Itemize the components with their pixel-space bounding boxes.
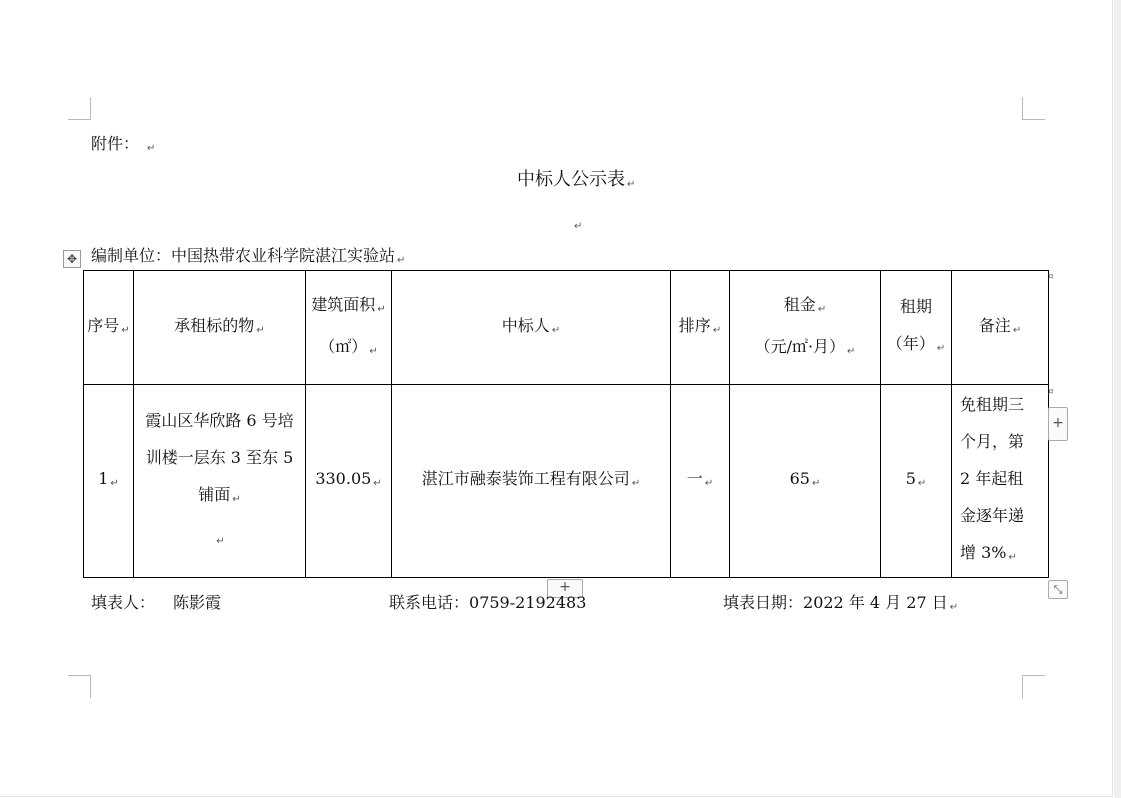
filler-block[interactable] xyxy=(91,593,221,613)
unit-label: 编制单位： xyxy=(91,246,172,265)
paragraph-mark: ↵ xyxy=(147,143,156,154)
paragraph-mark: ↵ xyxy=(949,602,959,613)
date-label: 填表日期： xyxy=(723,593,804,612)
cell-subject[interactable]: 霞山区华欣路 6 号培 训楼一层东 3 至东 5 铺面 ↵ ↵ xyxy=(134,385,306,578)
attachment-label: 附件： xyxy=(91,134,140,153)
document-title-line[interactable] xyxy=(517,170,635,195)
cell-term[interactable]: 5 ↵ xyxy=(881,385,952,578)
unit-value: 中国热带农业科学院湛江实验站 xyxy=(171,246,396,265)
empty-paragraph[interactable] xyxy=(572,212,582,237)
header-cell-subject[interactable]: 承租标的物 ↵ xyxy=(134,271,306,385)
header-cell-index[interactable]: 序号 ↵ xyxy=(84,271,134,385)
header-cell-note[interactable]: 备注 ↵ xyxy=(952,271,1049,385)
header-cell-rank[interactable]: 排序 ↵ xyxy=(671,271,730,385)
add-row-button[interactable]: + xyxy=(547,579,583,598)
add-column-button[interactable]: + xyxy=(1048,407,1068,441)
header-cell-area[interactable]: 建筑面积 ↵ （㎡） ↵ xyxy=(306,271,392,385)
phone-label: 联系电话： xyxy=(389,593,470,612)
margin-corner-top-left xyxy=(68,97,91,120)
paragraph-mark: ↵ xyxy=(627,179,636,190)
cell-index[interactable]: 1 ↵ xyxy=(84,385,134,578)
row-end-mark: ¤ xyxy=(1048,387,1054,397)
phone-block[interactable] xyxy=(389,593,586,613)
table-resize-icon[interactable]: ⤡ xyxy=(1048,580,1068,599)
unit-line[interactable] xyxy=(91,246,405,271)
cell-note[interactable]: 免租期三 个月，第 2 年起租 金逐年递 增 3% ↵ xyxy=(952,385,1049,578)
cell-rent[interactable]: 65 ↵ xyxy=(730,385,881,578)
date-value: 2022 年 4 月 27 日 xyxy=(803,593,948,612)
attachment-line[interactable] xyxy=(91,134,155,159)
table-move-icon[interactable]: ✥ xyxy=(63,250,81,268)
header-cell-rent[interactable]: 租金 ↵ （元/㎡·月） ↵ xyxy=(730,271,881,385)
phone-value: 0759-2192483 xyxy=(469,593,587,612)
header-cell-term[interactable]: 租期 （年） ↵ xyxy=(881,271,952,385)
paragraph-mark: ↵ xyxy=(574,221,583,232)
header-cell-winner[interactable]: 中标人 ↵ xyxy=(392,271,671,385)
cell-area[interactable]: 330.05 ↵ xyxy=(306,385,392,578)
window-edge xyxy=(1114,0,1121,798)
table-header-row xyxy=(84,271,1049,385)
margin-corner-bottom-left xyxy=(68,675,91,698)
document-title: 中标人公示表 xyxy=(517,169,625,190)
cell-rank[interactable]: 一 ↵ xyxy=(671,385,730,578)
margin-corner-bottom-right xyxy=(1022,675,1045,698)
cell-winner[interactable]: 湛江市融泰装饰工程有限公司 ↵ xyxy=(392,385,671,578)
filler-label: 填表人： xyxy=(91,593,156,612)
date-block[interactable] xyxy=(723,593,958,618)
margin-corner-top-right xyxy=(1022,97,1045,120)
row-end-mark: ¤ xyxy=(1048,272,1054,282)
filler-name: 陈影霞 xyxy=(173,593,222,612)
table-row xyxy=(84,385,1049,578)
winner-table xyxy=(83,270,1049,578)
paragraph-mark: ↵ xyxy=(397,255,406,266)
